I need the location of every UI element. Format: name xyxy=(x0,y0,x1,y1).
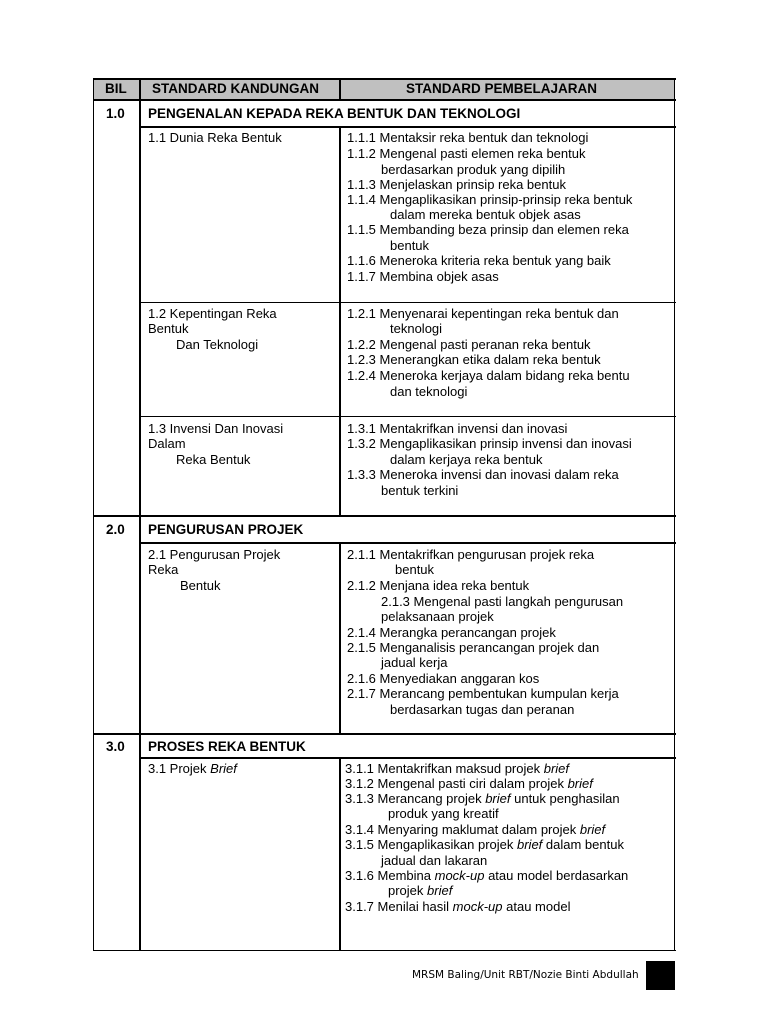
learning-item: bentuk xyxy=(395,562,435,577)
footer-page-marker xyxy=(646,961,675,990)
section-number: 3.0 xyxy=(106,739,125,754)
learning-item: 3.1.6 Membina mock-up atau model berdasarkan xyxy=(345,868,629,883)
table-border xyxy=(339,757,341,951)
section-title: PENGURUSAN PROJEK xyxy=(148,522,304,537)
footer-credit: MRSM Baling/Unit RBT/Nozie Binti Abdullah xyxy=(412,969,639,981)
learning-item: bentuk terkini xyxy=(381,483,459,498)
table-border xyxy=(141,416,676,417)
table-border xyxy=(141,757,676,759)
table-border xyxy=(93,78,94,951)
header-standard-kandungan: STANDARD KANDUNGAN xyxy=(152,81,319,96)
table-border xyxy=(93,78,676,80)
learning-item: 1.1.6 Meneroka kriteria reka bentuk yang baik xyxy=(347,253,611,268)
standard-kandungan: 1.3 Invensi Dan Inovasi xyxy=(148,421,284,436)
learning-item: 1.2.1 Menyenarai kepentingan reka bentuk dan xyxy=(347,306,619,321)
learning-item: 1.1.4 Mengaplikasikan prinsip-prinsip reka bentuk xyxy=(347,192,633,207)
table-border xyxy=(339,78,341,100)
learning-item: teknologi xyxy=(390,321,443,336)
learning-item: 1.1.2 Mengenal pasti elemen reka bentuk xyxy=(347,146,586,161)
learning-item: berdasarkan tugas dan peranan xyxy=(390,702,575,717)
learning-item: 1.3.3 Meneroka invensi dan inovasi dalam reka xyxy=(347,467,619,482)
learning-item: 3.1.2 Mengenal pasti ciri dalam projek brief xyxy=(345,776,593,791)
table-border xyxy=(674,78,675,951)
standard-kandungan: 3.1 Projek Brief xyxy=(148,761,237,776)
learning-item: 2.1.6 Menyediakan anggaran kos xyxy=(347,671,540,686)
learning-item: dalam mereka bentuk objek asas xyxy=(390,207,581,222)
learning-item: dalam kerjaya reka bentuk xyxy=(390,452,543,467)
learning-item: projek brief xyxy=(388,883,453,898)
learning-item: 2.1.3 Mengenal pasti langkah pengurusan xyxy=(381,594,624,609)
standard-kandungan: 2.1 Pengurusan Projek xyxy=(148,547,281,562)
standard-kandungan: Dalam xyxy=(148,436,186,451)
learning-item: 1.1.3 Menjelaskan prinsip reka bentuk xyxy=(347,177,566,192)
table-border xyxy=(93,733,676,735)
table-border xyxy=(93,515,676,517)
table-border xyxy=(141,542,676,544)
learning-item: 1.1.7 Membina objek asas xyxy=(347,269,499,284)
learning-item: 1.2.4 Meneroka kerjaya dalam bidang reka bentu xyxy=(347,368,630,383)
learning-item: 1.2.2 Mengenal pasti peranan reka bentuk xyxy=(347,337,591,352)
learning-item: 3.1.1 Mentakrifkan maksud projek brief xyxy=(345,761,570,776)
section-number: 1.0 xyxy=(106,106,125,121)
table-border xyxy=(339,126,341,516)
standard-kandungan: Bentuk xyxy=(148,321,189,336)
standard-kandungan: 1.2 Kepentingan Reka xyxy=(148,306,277,321)
learning-item: bentuk xyxy=(390,238,430,253)
table-border xyxy=(141,126,676,128)
learning-item: 3.1.5 Mengaplikasikan projek brief dalam bentuk xyxy=(345,837,624,852)
standard-kandungan: Dan Teknologi xyxy=(176,337,259,352)
learning-item: jadual kerja xyxy=(381,655,448,670)
section-number: 2.0 xyxy=(106,522,125,537)
learning-item: 3.1.4 Menyaring maklumat dalam projek brief xyxy=(345,822,606,837)
learning-item: 2.1.1 Mentakrifkan pengurusan projek reka xyxy=(347,547,595,562)
table-border xyxy=(139,78,141,951)
learning-item: 1.2.3 Menerangkan etika dalam reka bentuk xyxy=(347,352,601,367)
learning-item: 2.1.7 Merancang pembentukan kumpulan kerja xyxy=(347,686,619,701)
learning-item: pelaksanaan projek xyxy=(381,609,494,624)
standard-kandungan: Reka Bentuk xyxy=(176,452,251,467)
learning-item: 1.3.2 Mengaplikasikan prinsip invensi dan inovasi xyxy=(347,436,632,451)
header-bil: BIL xyxy=(105,81,127,96)
table-border xyxy=(339,542,341,734)
table-border xyxy=(93,950,676,951)
table-border xyxy=(141,302,676,303)
header-standard-pembelajaran: STANDARD PEMBELAJARAN xyxy=(406,81,598,96)
section-title: PENGENALAN KEPADA REKA BENTUK DAN TEKNOLOGI xyxy=(148,106,521,121)
learning-item: 1.1.1 Mentaksir reka bentuk dan teknologi xyxy=(347,130,589,145)
learning-item: 3.1.7 Menilai hasil mock-up atau model xyxy=(345,899,571,914)
learning-item: 2.1.4 Merangka perancangan projek xyxy=(347,625,556,640)
standard-kandungan: 1.1 Dunia Reka Bentuk xyxy=(148,130,282,145)
learning-item: 1.3.1 Mentakrifkan invensi dan inovasi xyxy=(347,421,568,436)
learning-item: berdasarkan produk yang dipilih xyxy=(381,162,566,177)
standard-kandungan: Bentuk xyxy=(180,578,221,593)
standard-kandungan: Reka xyxy=(148,562,179,577)
table-border xyxy=(93,99,676,101)
learning-item: dan teknologi xyxy=(390,384,468,399)
learning-item: 1.1.5 Membanding beza prinsip dan elemen reka xyxy=(347,222,629,237)
learning-item: 2.1.2 Menjana idea reka bentuk xyxy=(347,578,530,593)
section-title: PROSES REKA BENTUK xyxy=(148,739,306,754)
learning-item: jadual dan lakaran xyxy=(381,853,488,868)
learning-item: 3.1.3 Merancang projek brief untuk penghasilan xyxy=(345,791,620,806)
learning-item: 2.1.5 Menganalisis perancangan projek dan xyxy=(347,640,600,655)
learning-item: produk yang kreatif xyxy=(388,806,499,821)
